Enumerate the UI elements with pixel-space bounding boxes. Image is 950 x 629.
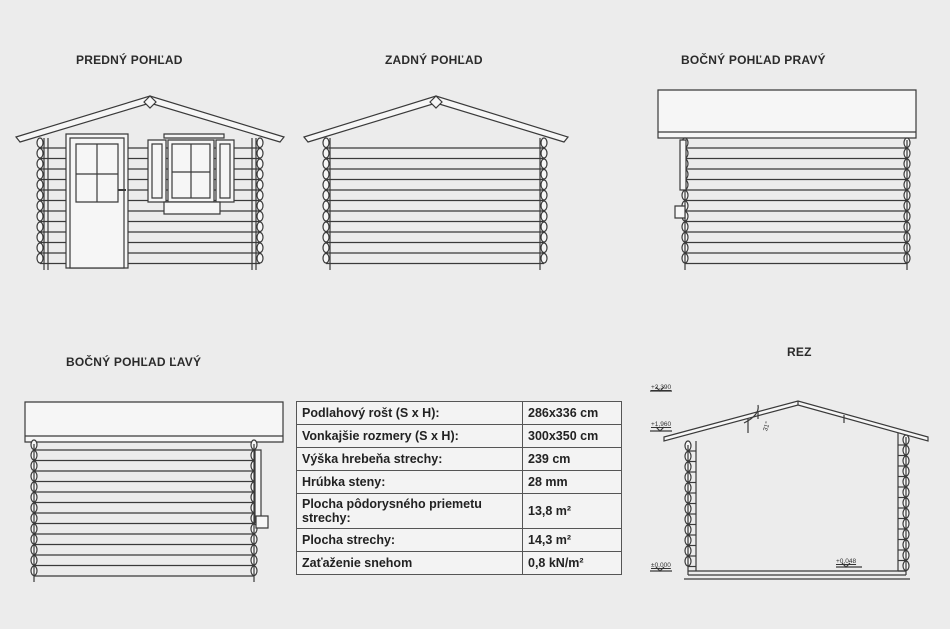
spec-label: Výška hrebeňa strechy: xyxy=(297,448,523,471)
right-side-view-drawing xyxy=(655,88,920,273)
spec-row xyxy=(297,494,622,529)
spec-label: Zaťaženie snehom xyxy=(297,552,523,575)
right-side-view-title: BOČNÝ POHĽAD PRAVÝ xyxy=(681,53,826,67)
left-side-view-drawing xyxy=(22,400,287,585)
section-view-title: REZ xyxy=(787,345,812,359)
back-view-drawing xyxy=(300,90,576,275)
spec-label: Plocha pôdorysného priemetu strechy: xyxy=(297,494,523,529)
front-view-drawing xyxy=(10,90,290,275)
door xyxy=(66,134,128,268)
spec-value: 13,8 m² xyxy=(523,494,622,529)
spec-row xyxy=(297,425,622,448)
roof-angle-label: 31° xyxy=(762,420,772,433)
window xyxy=(148,134,234,214)
spec-value: 0,8 kN/m² xyxy=(523,552,622,575)
level-mark-top: +2,390 xyxy=(651,384,672,391)
level-mark-floor: +0,048 xyxy=(836,558,857,565)
left-side-view-title: BOČNÝ POHĽAD ĽAVÝ xyxy=(66,355,202,369)
spec-row xyxy=(297,471,622,494)
spec-label: Hrúbka steny: xyxy=(297,471,523,494)
spec-row xyxy=(297,529,622,552)
spec-row xyxy=(297,552,622,575)
spec-value: 28 mm xyxy=(523,471,622,494)
spec-label: Podlahový rošt (S x H): xyxy=(297,402,523,425)
spec-label: Plocha strechy: xyxy=(297,529,523,552)
spec-value: 239 cm xyxy=(523,448,622,471)
spec-label: Vonkajšie rozmery (S x H): xyxy=(297,425,523,448)
spec-row xyxy=(297,402,622,425)
spec-value: 300x350 cm xyxy=(523,425,622,448)
level-mark-ground: ±0,000 xyxy=(651,562,671,569)
spec-row xyxy=(297,448,622,471)
back-view-title: ZADNÝ POHĽAD xyxy=(385,53,483,67)
section-view-drawing xyxy=(648,375,940,585)
front-view-title: PREDNÝ POHĽAD xyxy=(76,53,183,67)
spec-value: 14,3 m² xyxy=(523,529,622,552)
specs-table xyxy=(296,401,622,575)
level-mark-eave: +1,960 xyxy=(651,421,672,428)
spec-value: 286x336 cm xyxy=(523,402,622,425)
